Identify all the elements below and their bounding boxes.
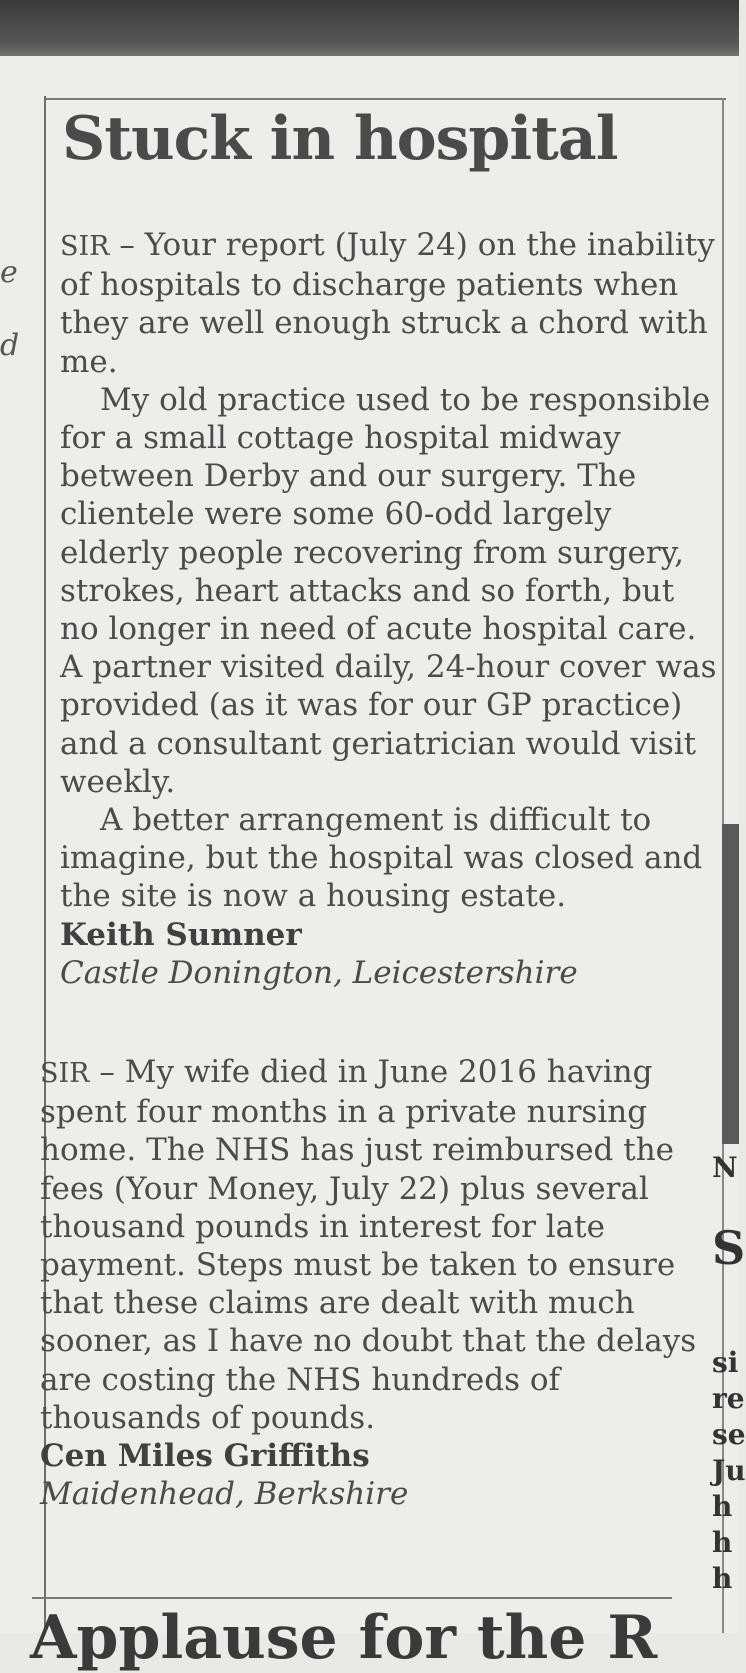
right-column-fragment: h	[712, 1526, 733, 1559]
paragraph-text: – My wife died in June 2016 having spent four months in a private nursing home. The NHS has just reimbursed the fees (Your Money, July 22) plus several thousand pounds in interest for late payment. Steps must be taken to ensure that these claims are dealt with much sooner, as I have no doubt that the delays are costing the NHS hundreds of thousands of pounds.	[40, 1054, 697, 1436]
right-column-fragment: Ju	[712, 1454, 746, 1487]
next-article-headline: Applause for the R	[30, 1603, 658, 1673]
section-divider	[32, 1597, 672, 1599]
right-column-fragment: h	[712, 1490, 733, 1523]
salutation: SIR	[40, 1058, 90, 1089]
right-column-fragment: N	[712, 1151, 738, 1184]
right-column-fragment: re	[712, 1382, 745, 1415]
letter-1-paragraph-2: My old practice used to be responsible for a small cottage hospital midway between Derby and our surgery. The clientele were some 60-odd largely elderly people recovering from surgery, strokes, heart attacks and so forth, but no longer in need of acute hospital care. A partner visited daily, 24-hour cover was provided (as it was for our GP practice) and a consultant geriatrician would visit weekly.	[60, 381, 717, 800]
left-column-fragment: e	[0, 255, 18, 290]
right-column-fragment: se	[712, 1418, 746, 1451]
letter-2-paragraph-1	[40, 1053, 700, 1437]
letter-1-author: Keith Sumner	[60, 916, 302, 953]
article-headline: Stuck in hospital	[62, 104, 618, 174]
letter-2-author: Cen Miles Griffiths	[40, 1438, 370, 1475]
column-rule-top	[46, 98, 726, 100]
salutation: SIR	[60, 231, 110, 262]
adjacent-photo-edge	[722, 824, 739, 1144]
left-column-fragment: d	[0, 328, 20, 363]
letter-1-location: Castle Donington, Leicestershire	[60, 954, 578, 991]
right-column-fragment: S	[712, 1221, 746, 1275]
right-column-fragment: si	[712, 1346, 739, 1379]
letter-1	[60, 226, 720, 992]
paragraph-text: – Your report (July 24) on the inability of hospitals to discharge patients when they are well enough struck a chord with me.	[60, 227, 715, 380]
right-column-fragment: h	[712, 1562, 733, 1595]
letter-2	[40, 1053, 700, 1513]
letter-1-paragraph-1	[60, 226, 720, 381]
letter-2-location: Maidenhead, Berkshire	[40, 1476, 409, 1513]
letter-1-paragraph-3: A better arrangement is difficult to imagine, but the hospital was closed and the site is now a housing estate.	[60, 802, 703, 915]
